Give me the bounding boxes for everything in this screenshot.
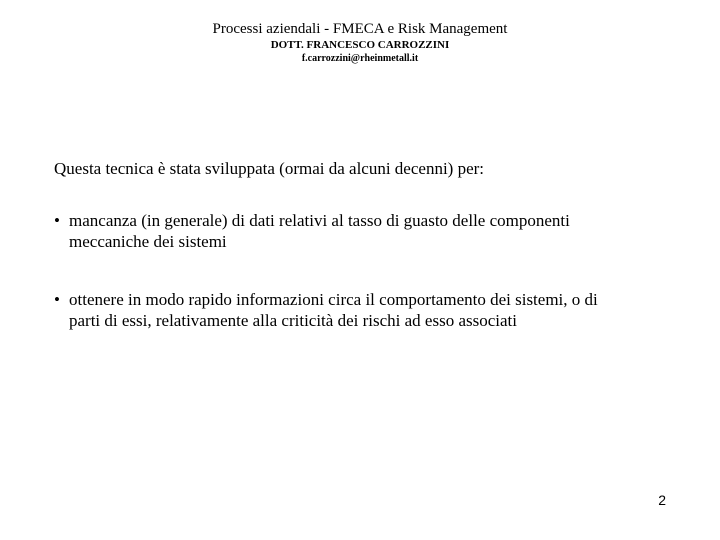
page-number: 2 bbox=[658, 492, 666, 508]
bullet-line: meccaniche dei sistemi bbox=[69, 232, 227, 251]
bullet-item-2 bbox=[54, 289, 674, 331]
bullet-icon: • bbox=[54, 211, 60, 230]
author-email: f.carrozzini@rheinmetall.it bbox=[301, 53, 419, 64]
author-name: DOTT. FRANCESCO CARROZZINI bbox=[270, 39, 450, 51]
intro-text: Questa tecnica è stata sviluppata (ormai da alcuni decenni) per: bbox=[54, 159, 485, 178]
bullet-list bbox=[54, 210, 674, 331]
slide-title: Processi aziendali - FMECA e Risk Management bbox=[212, 21, 508, 37]
bullet-line: parti di essi, relativamente alla criticità dei rischi ad esso associati bbox=[69, 311, 517, 330]
bullet-line: ottenere in modo rapido informazioni circa il comportamento dei sistemi, o di bbox=[69, 290, 598, 309]
bullet-line: mancanza (in generale) di dati relativi al tasso di guasto delle componenti bbox=[69, 211, 570, 230]
bullet-icon: • bbox=[54, 290, 60, 309]
bullet-item-1 bbox=[54, 210, 674, 252]
